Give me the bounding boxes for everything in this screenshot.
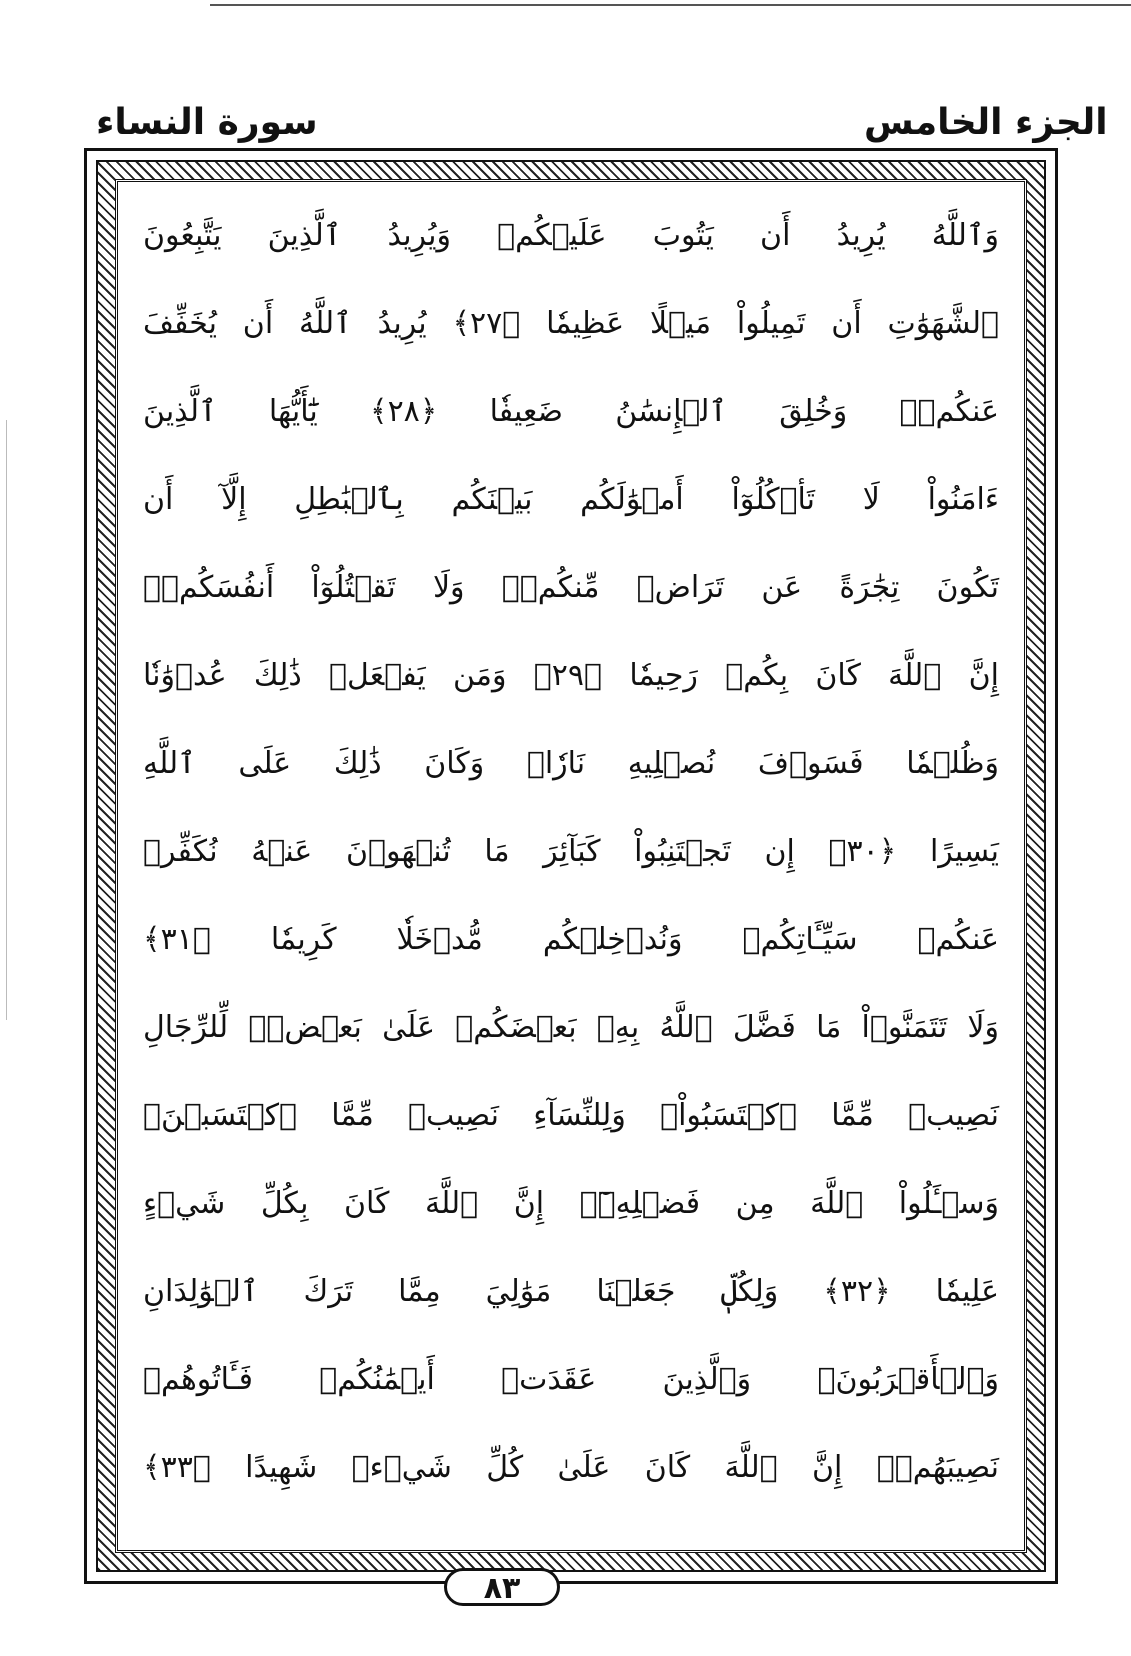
verse-line: نَصِيبَهُمۡۚ إِنَّ ٱللَّهَ كَانَ عَلَىٰ كُلِّ شَيۡءٖ شَهِيدًا ﴿٣٣﴾: [143, 1450, 999, 1485]
verse-line: إِنَّ ٱللَّهَ كَانَ بِكُمۡ رَحِيمٗا ﴿٢٩﴾ وَمَن يَفۡعَلۡ ذَٰلِكَ عُدۡوَٰنٗا: [143, 658, 999, 693]
verse-line: نَصِيبٞ مِّمَّا ٱكۡتَسَبُواْۖ وَلِلنِّسَآءِ نَصِيبٞ مِّمَّا ٱكۡتَسَبۡنَۚ: [143, 1098, 999, 1133]
page-number: ٨٣: [444, 1568, 560, 1606]
verse-line: ٱلشَّهَوَٰتِ أَن تَمِيلُواْ مَيۡلًا عَظِيمٗا ﴿٢٧﴾ يُرِيدُ ٱللَّهُ أَن يُخَفِّفَ: [143, 306, 999, 341]
verse-text-area: [129, 193, 1013, 1525]
verse-line: عَنكُمۡۚ وَخُلِقَ ٱلۡإِنسَٰنُ ضَعِيفٗا ﴿٢٨﴾ يَٰٓأَيُّهَا ٱلَّذِينَ: [143, 394, 999, 429]
page-frame: [84, 148, 1058, 1584]
verse-line: عَنكُمۡ سَيِّـَٔاتِكُمۡ وَنُدۡخِلۡكُم مُّدۡخَلٗا كَرِيمٗا ﴿٣١﴾: [143, 922, 999, 957]
verse-line: ءَامَنُواْ لَا تَأۡكُلُوٓاْ أَمۡوَٰلَكُم بَيۡنَكُم بِٱلۡبَٰطِلِ إِلَّآ أَن: [143, 482, 999, 517]
verse-line: يَسِيرًا ﴿٣٠﴾ إِن تَجۡتَنِبُواْ كَبَآئِرَ مَا تُنۡهَوۡنَ عَنۡهُ نُكَفِّرۡ: [143, 834, 1000, 869]
top-rule: [210, 4, 1131, 6]
verse-line: عَلِيمٗا ﴿٣٢﴾ وَلِكُلّٖ جَعَلۡنَا مَوَٰلِيَ مِمَّا تَرَكَ ٱلۡوَٰلِدَانِ: [143, 1274, 1000, 1309]
verse-line: وَلَا تَتَمَنَّوۡاْ مَا فَضَّلَ ٱللَّهُ بِهِۦ بَعۡضَكُمۡ عَلَىٰ بَعۡضٖۚ لِّلرِّجَالِ: [143, 1010, 999, 1045]
verse-line: تَكُونَ تِجَٰرَةً عَن تَرَاضٖ مِّنكُمۡۚ وَلَا تَقۡتُلُوٓاْ أَنفُسَكُمۡۚ: [143, 570, 999, 605]
verse-line: وَٱللَّهُ يُرِيدُ أَن يَتُوبَ عَلَيۡكُمۡ وَيُرِيدُ ٱلَّذِينَ يَتَّبِعُونَ: [143, 218, 999, 253]
surah-title: سورة النساء: [96, 102, 318, 143]
verse-line: وَسۡـَٔلُواْ ٱللَّهَ مِن فَضۡلِهِۦٓۚ إِنَّ ٱللَّهَ كَانَ بِكُلِّ شَيۡءٍ: [143, 1186, 999, 1221]
verse-line: وَٱلۡأَقۡرَبُونَۚ وَٱلَّذِينَ عَقَدَتۡ أَيۡمَٰنُكُمۡ فَـَٔاتُوهُمۡ: [143, 1362, 999, 1397]
scan-edge-mark: [6, 420, 7, 1020]
verse-line: وَظُلۡمٗا فَسَوۡفَ نُصۡلِيهِ نَارٗاۚ وَكَانَ ذَٰلِكَ عَلَى ٱللَّهِ: [143, 746, 999, 781]
juz-title: الجزء الخامس: [864, 102, 1108, 143]
